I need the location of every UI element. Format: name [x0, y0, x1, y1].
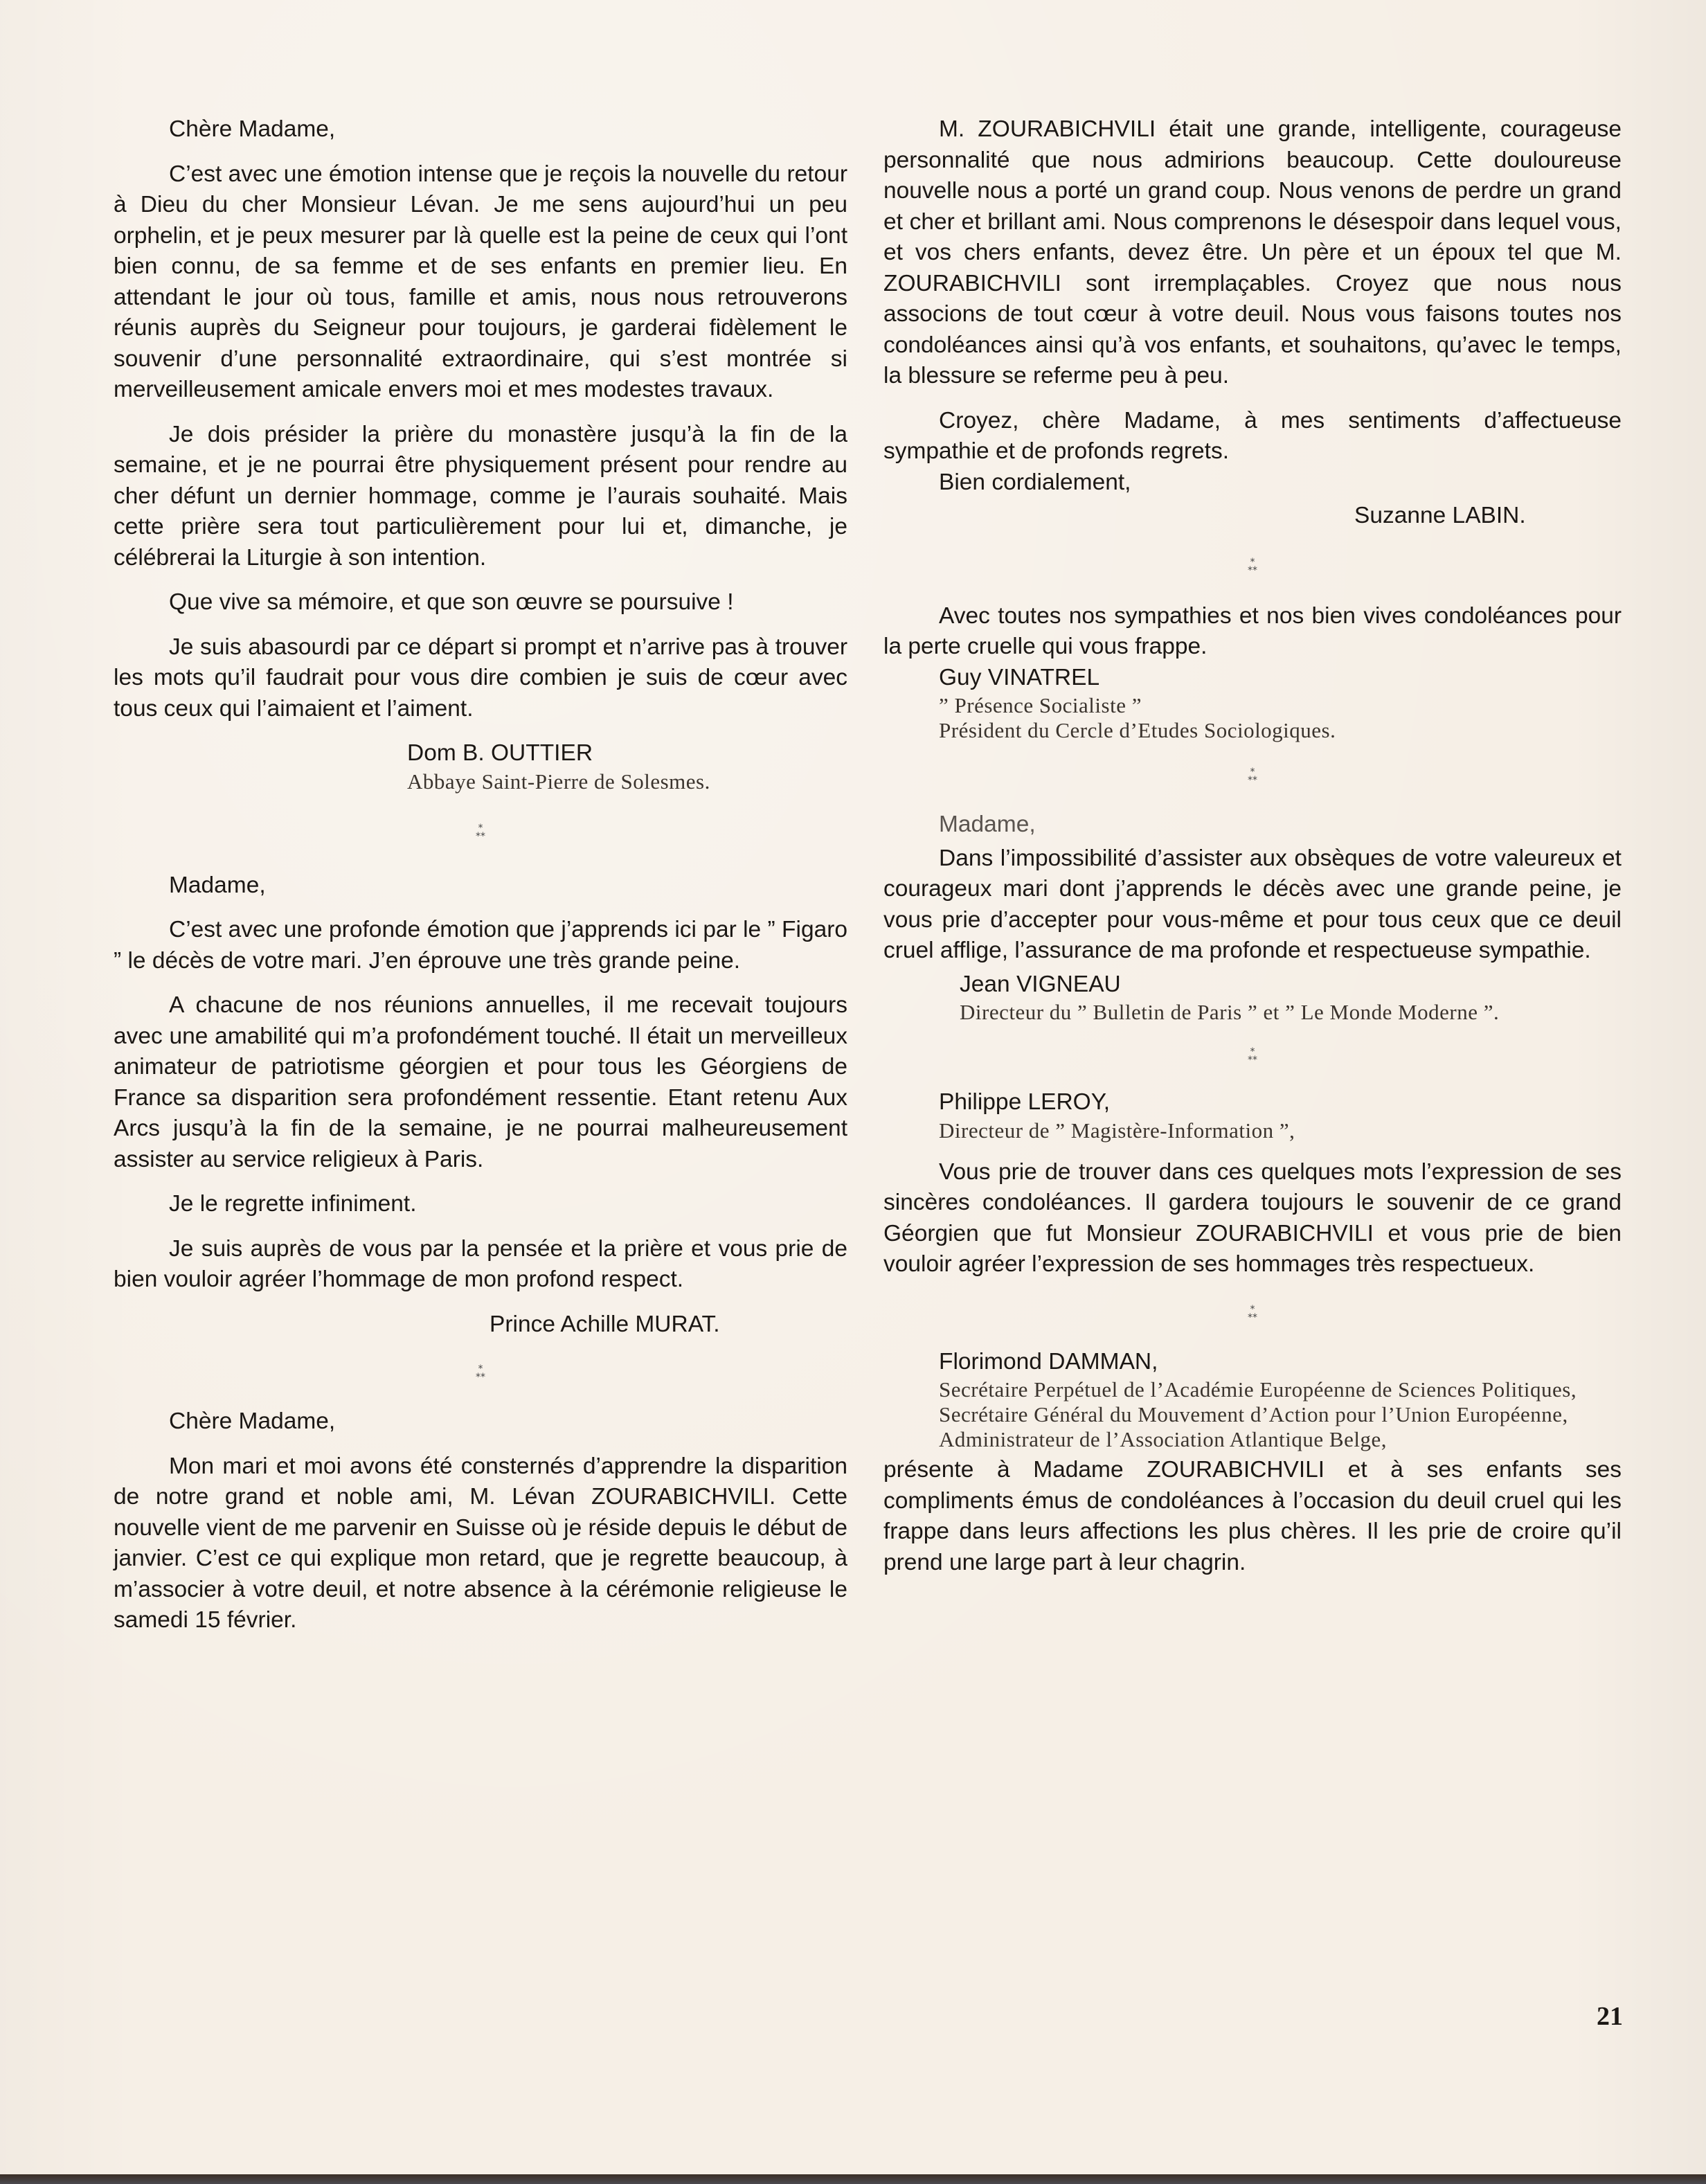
star-icon: * — [1248, 1312, 1252, 1323]
paragraph: M. ZOURABICHVILI était une grande, intelligente, courageuse personnalité que nous admirions beaucoup. Cette douloureuse nouvelle nous a porté un grand coup. Nous venons de perdre un grand et cher et brillant ami. Nous comprenons le désespoir dans lequel vous, et vos chers enfants, devez être. Un père et un époux tel que M. ZOURABICHVILI sont irremplaçables. Croyez que nous nous associons de tout cœur à votre deuil. Nous vous faisons toutes nos condoléances ainsi qu’à vos enfants, et souhaitons, qu’avec le temps, la blessure se referme peu à peu. — [883, 116, 1622, 388]
affiliation: Administrateur de l’Association Atlantique Belge, — [939, 1427, 1387, 1451]
letter-damman — [883, 1347, 1622, 1579]
paragraph: Mon mari et moi avons été consternés d’apprendre la disparition de notre grand et noble ami, M. Lévan ZOURABICHVILI. Cette nouvelle vient de me parvenir en Suisse où je réside depuis le début de janvier. C’est ce qui explique mon retard, que je regrette beaucoup, à m’associer à votre deuil, et notre absence à la cérémonie religieuse le samedi 15 février. — [114, 1453, 847, 1633]
letter-labin — [114, 1406, 847, 1636]
star-icon: * — [1248, 775, 1252, 786]
letter-labin-continued — [883, 114, 1622, 532]
separator-stars — [114, 794, 847, 870]
star-icon: * — [1252, 775, 1257, 786]
star-icon: * — [481, 1372, 485, 1383]
star-icon: * — [476, 830, 481, 842]
paragraph: Je suis abasourdi par ce départ si prompt et n’arrive pas à trouver les mots qu’il faudrait pour vous dire combien je suis de cœur avec tous ceux qui l’aimaient et l’aiment. — [114, 634, 847, 722]
paragraph: Dans l’impossibilité d’assister aux obsèques de votre valeureux et courageux mari dont j’apprends le décès avec une grande peine, je vous prie d’accepter pour vous-même et pour tous ceux que ce deuil cruel afflige, l’assurance de ma profonde et respectueuse sympathie. — [883, 845, 1622, 963]
separator-stars — [883, 1280, 1622, 1347]
closing: Bien cordialement, — [939, 469, 1131, 495]
star-icon: * — [1252, 1055, 1257, 1066]
salutation: Madame, — [169, 872, 266, 898]
star-icon: * — [1250, 1046, 1255, 1057]
star-icon: * — [1250, 767, 1255, 778]
letter-vinatrel — [883, 601, 1622, 744]
paragraph: Que vive sa mémoire, et que son œuvre se poursuive ! — [169, 589, 734, 615]
star-icon: * — [1248, 564, 1252, 576]
affiliation: Président du Cercle d’Etudes Sociologiques. — [939, 718, 1336, 742]
star-icon: * — [476, 1372, 481, 1383]
separator-stars — [883, 532, 1622, 601]
paragraph: Je suis auprès de vous par la pensée et la prière et vous prie de bien vouloir agréer l’hommage de mon profond respect. — [114, 1235, 847, 1292]
star-icon: * — [1252, 1312, 1257, 1323]
star-icon: * — [1248, 1055, 1252, 1066]
affiliation: Secrétaire Général du Mouvement d’Action pour l’Union Européenne, — [939, 1402, 1568, 1426]
letter-vigneau — [883, 809, 1622, 1025]
star-icon: * — [1250, 556, 1255, 568]
right-column — [883, 114, 1622, 1578]
signature: Florimond DAMMAN, — [939, 1348, 1158, 1375]
paragraph: C’est avec une profonde émotion que j’apprends ici par le ” Figaro ” le décès de votre mari. J’en éprouve une très grande peine. — [114, 917, 847, 974]
paragraph: Croyez, chère Madame, à mes sentiments d’affectueuse sympathie et de profonds regrets. — [883, 407, 1622, 464]
star-icon: * — [478, 1363, 483, 1375]
paragraph: Je dois présider la prière du monastère jusqu’à la fin de la semaine, et je ne pourrai être physiquement présent pour rendre au cher défunt un dernier hommage, comme je l’aurais souhaité. Mais cette prière sera tout particulièrement pour lui et, dimanche, je célébrerai la Liturgie à son intention. — [114, 421, 847, 571]
page-bottom-edge — [0, 2174, 1706, 2184]
signature: Guy VINATREL — [939, 664, 1100, 690]
paragraph: Vous prie de trouver dans ces quelques mots l’expression de ses sincères condoléances. Il gardera toujours le souvenir de ce grand Géorgien que fut Monsieur ZOURABICHVILI et vous prie de bien vouloir agréer l’expression de ses hommages très respectueux. — [883, 1158, 1622, 1277]
affiliation: Directeur du ” Bulletin de Paris ” et ” Le Monde Moderne ”. — [960, 1000, 1500, 1024]
letter-murat — [114, 870, 847, 1341]
affiliation: Secrétaire Perpétuel de l’Académie Européenne de Sciences Politiques, — [939, 1377, 1577, 1402]
affiliation: Directeur de ” Magistère-Information ”, — [939, 1118, 1295, 1143]
letter-leroy — [883, 1087, 1622, 1280]
letter-outtier — [114, 114, 847, 794]
paragraph: Avec toutes nos sympathies et nos bien vives condoléances pour la perte cruelle qui vous frappe. — [883, 602, 1622, 659]
star-icon: * — [1252, 564, 1257, 576]
star-icon: * — [481, 830, 485, 842]
paragraph: A chacune de nos réunions annuelles, il me recevait toujours avec une amabilité qui m’a profondément touché. Il était un merveilleux animateur de patriotisme géorgien et pour tous les Géorgiens de France sa disparition sera profondément ressentie. Etant retenu Aux Arcs jusqu’à la fin de la semaine, je ne pourrai malheureusement assister au service religieux à Paris. — [114, 992, 847, 1172]
affiliation: ” Présence Socialiste ” — [939, 693, 1142, 717]
salutation: Chère Madame, — [169, 116, 336, 142]
signature: Dom B. OUTTIER — [407, 740, 593, 766]
paragraph: présente à Madame ZOURABICHVILI et à ses enfants ses compliments émus de condoléances à l’occasion du deuil cruel qui les frappe dans leurs affections les plus chères. Il les prie de croire qu’il prend une large part à leur chagrin. — [883, 1457, 1622, 1575]
paragraph: Je le regrette infiniment. — [169, 1191, 417, 1217]
star-icon: * — [1250, 1303, 1255, 1315]
paragraph: C’est avec une émotion intense que je reçois la nouvelle du retour à Dieu du cher Monsieur Lévan. Je me sens aujourd’hui un peu orphelin, et je peux mesurer par là quelle est la peine de ceux qui l’ont bien connu, de sa femme et de ses enfants en premier lieu. En attendant le jour où tous, famille et amis, nous nous retrouverons réunis auprès du Seigneur pour toujours, je garderai fidèlement le souvenir d’une personnalité extraordinaire, qui s’est montrée si merveilleusement amicale envers moi et mes modestes travaux. — [114, 161, 847, 402]
left-column — [114, 114, 847, 1636]
signature: Philippe LEROY, — [939, 1089, 1111, 1115]
separator-stars — [883, 1025, 1622, 1087]
page-number: 21 — [1597, 2002, 1623, 2031]
signature: Jean VIGNEAU — [960, 971, 1121, 997]
separator-stars — [883, 743, 1622, 809]
affiliation: Abbaye Saint-Pierre de Solesmes. — [407, 769, 710, 794]
salutation: Madame, — [939, 812, 1036, 837]
star-icon: * — [478, 822, 483, 834]
separator-stars — [114, 1340, 847, 1406]
salutation: Chère Madame, — [169, 1408, 336, 1434]
signature: Prince Achille MURAT. — [490, 1311, 720, 1337]
signature: Suzanne LABIN. — [1354, 503, 1526, 528]
